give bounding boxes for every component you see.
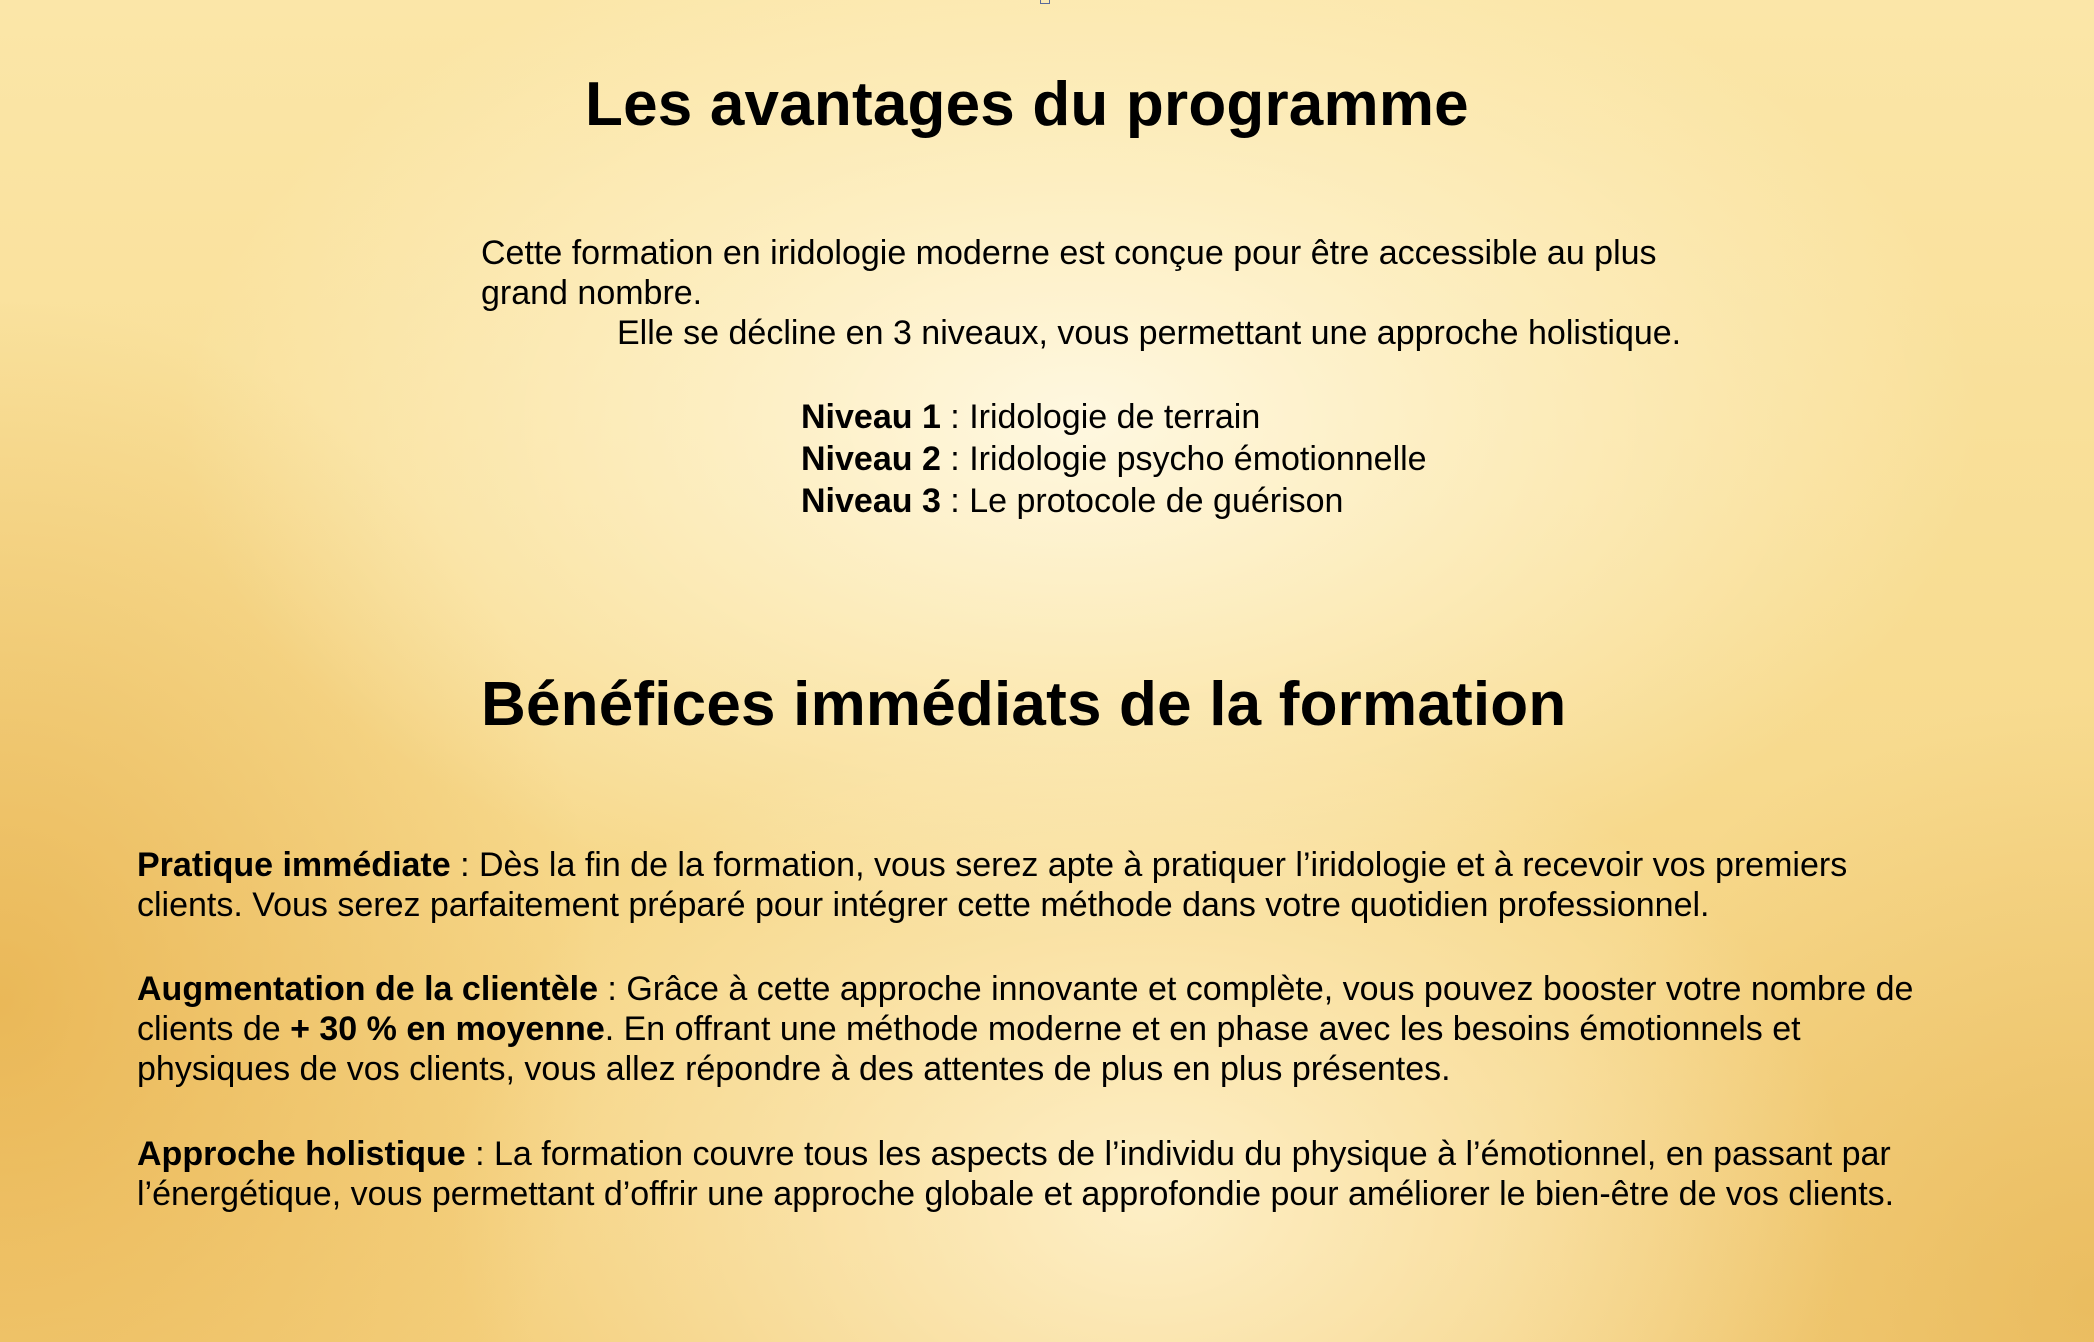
benefit-augmentation-clientele	[137, 969, 1913, 1089]
benefit-label: Approche holistique	[137, 1135, 466, 1173]
intro-line-2: grand nombre.	[481, 274, 703, 312]
benefit-label: Augmentation de la clientèle	[137, 970, 598, 1008]
level-text: : Iridologie psycho émotionnelle	[940, 440, 1427, 478]
text-cursor-marker	[1040, 0, 1050, 4]
benefit-line: clients. Vous serez parfaitement préparé pour intégrer cette méthode dans votre quotidien professionnel.	[137, 886, 1710, 924]
intro-line-1: Cette formation en iridologie moderne est conçue pour être accessible au plus	[481, 234, 1657, 272]
section-title-benefices: Bénéfices immédiats de la formation	[481, 670, 1567, 739]
level-item-3	[801, 480, 1427, 522]
level-label: Niveau 3	[801, 482, 941, 520]
benefit-text: . En offrant une méthode moderne et en phase avec les besoins émotionnels et	[604, 1010, 1801, 1048]
benefit-text: : Grâce à cette approche innovante et complète, vous pouvez booster votre nombre de	[597, 970, 1914, 1008]
benefit-label: Pratique immédiate	[137, 846, 451, 884]
level-item-1	[801, 396, 1427, 438]
benefit-pratique-immediate	[137, 845, 1847, 925]
benefit-approche-holistique	[137, 1134, 1894, 1214]
level-label: Niveau 1	[801, 398, 941, 436]
level-item-2	[801, 438, 1427, 480]
section-title-avantages: Les avantages du programme	[585, 70, 1469, 139]
benefit-text: clients de	[137, 1010, 291, 1048]
intro-line-3: Elle se décline en 3 niveaux, vous permettant une approche holistique.	[617, 314, 1682, 352]
level-label: Niveau 2	[801, 440, 941, 478]
benefit-text: : Dès la fin de la formation, vous serez apte à pratiquer l’iridologie et à recevoir vos premiers	[450, 846, 1848, 884]
benefit-line	[137, 845, 1847, 885]
benefit-line: physiques de vos clients, vous allez répondre à des attentes de plus en plus présentes.	[137, 1050, 1451, 1088]
benefit-line	[137, 1134, 1894, 1174]
level-text: : Iridologie de terrain	[940, 398, 1261, 436]
level-text: : Le protocole de guérison	[940, 482, 1344, 520]
benefit-line: l’énergétique, vous permettant d’offrir une approche globale et approfondie pour améliorer le bien-être de vos clients.	[137, 1175, 1895, 1213]
levels-list	[801, 396, 1427, 522]
benefit-line	[137, 969, 1913, 1009]
benefit-line	[137, 1009, 1913, 1049]
benefit-text: : La formation couvre tous les aspects de l’individu du physique à l’émotionnel, en passant par	[465, 1135, 1891, 1173]
benefit-highlight: + 30 % en moyenne	[290, 1010, 605, 1048]
